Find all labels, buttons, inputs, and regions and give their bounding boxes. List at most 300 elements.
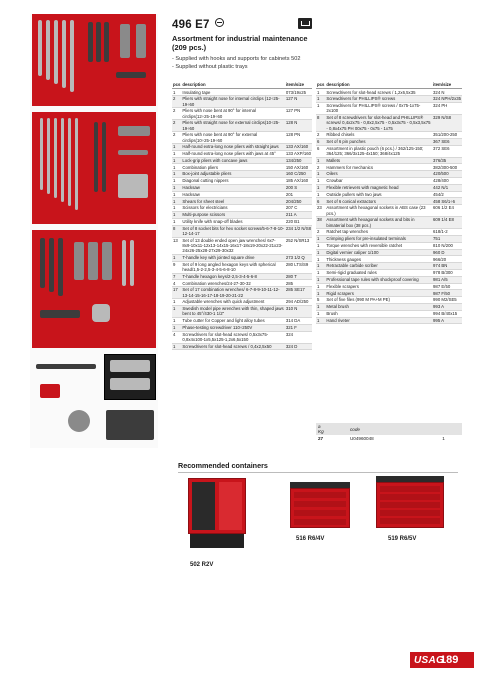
table-row [316, 217, 462, 229]
cell-pcs: 1 [172, 324, 181, 331]
cell-pcs: 1 [172, 144, 181, 151]
drawer [380, 486, 440, 492]
cell-pcs: 1 [316, 242, 325, 249]
cell-pcs: 1 [316, 290, 325, 297]
code-header-code: code [348, 423, 440, 435]
cell-pcs: 1 [316, 177, 325, 184]
cell-item: 252 N/SR13 [285, 237, 312, 254]
tool-screwdriver [88, 22, 93, 62]
col-header-description: description [325, 82, 432, 89]
cell-description: Tube cutter for Copper and light alloy tubes [181, 317, 285, 324]
drawer [380, 510, 440, 516]
table-row [172, 280, 312, 287]
cell-description: Screwdrivers for slot-head screws / 0,4x2,5x50 [181, 343, 285, 350]
cell-item: 294 AD/250 [285, 299, 312, 306]
cell-description: Assortment with hexagonal sockets in ABS case (23 pcs.) [325, 205, 432, 217]
tool-pliers [88, 242, 98, 280]
cell-pcs: 1 [316, 157, 325, 164]
recommended-title: Recommended containers [178, 461, 268, 470]
cell-description: Pliers with nose bent at 90° for internal circlips(12÷25-19÷60 [181, 108, 285, 120]
cell-item: 606 1/2 E4 [432, 205, 462, 217]
col-header-description: description [181, 82, 285, 89]
cell-description: Metal brush [325, 303, 432, 310]
table-row [316, 89, 462, 96]
table-row [172, 287, 312, 299]
table-row [172, 211, 312, 218]
cell-item: 324 N [432, 89, 462, 96]
table-row [316, 138, 462, 145]
table-row [316, 132, 462, 139]
cell-item: 324 PH [432, 102, 462, 114]
cell-item: 420/500 [432, 171, 462, 178]
cell-description: T-handle hexagon keys/2-2,5-3-4-5-6-8 [181, 273, 285, 280]
cell-description: Outside pullers with two jaws [325, 191, 432, 198]
cell-item: 324 D [285, 343, 312, 350]
cell-description: Screwdrivers for slot-head screws / 1,2x6,5x35 [325, 89, 432, 96]
table-row [316, 269, 462, 276]
cell-description: Pliers with straight nose for external circlips(10÷25-19÷60 [181, 120, 285, 132]
cell-description: Flexible retrievers with magnetic head [325, 184, 432, 191]
cell-item: 351/200-250 [432, 132, 462, 139]
table-row [172, 150, 312, 157]
tool-file [102, 122, 106, 192]
cell-pcs: 1 [316, 89, 325, 96]
cell-item: 128 PN [285, 132, 312, 144]
code-header-icon [440, 423, 462, 435]
product-notes [172, 56, 342, 71]
cell-pcs: 5 [316, 297, 325, 304]
title-line-1: Assortment for industrial maintenance [172, 34, 308, 43]
tool-pliers [120, 24, 130, 58]
drawer [380, 518, 440, 524]
tool-wrench [62, 20, 66, 88]
product-title [172, 34, 322, 52]
cell-item: 185 AX/160 [285, 177, 312, 184]
cell-item: 990 M2/SE5 [432, 297, 462, 304]
cell-pcs: 2 [316, 229, 325, 236]
cell-pcs: 1 [172, 218, 181, 225]
cell-description: Set of 6 conical extractors [325, 198, 432, 205]
cell-item: 974 BN [432, 263, 462, 270]
cell-item: 134/250 [285, 157, 312, 164]
tool-pliers [102, 242, 112, 280]
tool-sockets [110, 360, 150, 372]
table-row [172, 254, 312, 261]
cell-description: Digital vernier caliper 1/100 [325, 249, 432, 256]
table-row [172, 191, 312, 198]
col-header-item: item/size [432, 82, 462, 89]
table-row [316, 263, 462, 270]
cell-item: 220 B1 [285, 218, 312, 225]
drawer [294, 492, 346, 498]
cell-pcs: 1 [172, 211, 181, 218]
cell-description: Utility knife with snap-off blades [181, 218, 285, 225]
cell-item: 133 AXP/160 [285, 151, 311, 157]
tool-wrench [40, 118, 43, 190]
tool-screwdriver [40, 238, 45, 288]
table-row [172, 273, 312, 280]
cell-description: Combination pliers [181, 164, 285, 171]
cell-description: Set of 17 combination wrenches/ 6-7-8-9-10-11-12-13-14-15-16-17-18-19-20-21-22 [181, 287, 285, 299]
cell-description: Screwdrivers for slot-head screws/ 0,5x3x75-0,8x4x100-1x5,5x125-1,2x6,5x150 [181, 331, 285, 343]
cell-pcs: 1 [316, 263, 325, 270]
cell-description: Set of 13 double ended open jaw wrenches/ 6x7-8x9-10x11-12x13-14x15-16x17-18x19-20x22-21x23-24x26-25x28-27x29-30x32 [181, 237, 285, 254]
cell-pcs: 9 [172, 261, 181, 273]
table-row [172, 164, 312, 171]
table-row [172, 205, 312, 212]
cell-description: Assortment in plastic pouch (6 pcs.) / 362/125-150; 364/125; 366/3x125-4x150; 368/4x125 [325, 145, 432, 157]
cell-pcs: 1 [172, 89, 181, 96]
cell-item: 993 A [432, 303, 462, 310]
cell-description: Lock-grip pliers with concave jaws [181, 157, 285, 164]
cell-description: Hacksaw [181, 184, 285, 191]
cell-pcs: 1 [316, 269, 325, 276]
section-divider [178, 472, 458, 473]
table-row [172, 225, 312, 237]
cell-item: 204/250 [285, 198, 312, 205]
tool-torque-wrench [36, 364, 96, 369]
table-row [316, 297, 462, 304]
cell-item: 321 F [285, 324, 312, 331]
table-row [172, 108, 312, 120]
container-502-r2v[interactable] [188, 478, 246, 534]
table-row [316, 171, 462, 178]
tool-wrench [47, 118, 50, 194]
container-label: 502 R2V [190, 562, 214, 568]
cell-item: 310 N [285, 305, 312, 317]
tool-wrench [54, 118, 57, 198]
cell-pcs: 1 [172, 184, 181, 191]
tool-wrench [75, 118, 78, 210]
table-header-row [172, 82, 312, 89]
container-519-r6-5v[interactable] [376, 476, 444, 530]
cell-item: 751 [432, 235, 462, 242]
col-header-item: item/size [285, 82, 312, 89]
cell-pcs: 1 [316, 283, 325, 290]
table-row [316, 114, 462, 131]
order-code[interactable]: U04960048 [349, 436, 374, 441]
container-label: 516 R6/4V [296, 536, 325, 542]
tool-wrench [61, 118, 64, 202]
cell-item: 428/400 [432, 177, 462, 184]
table-row [316, 317, 462, 324]
tool-puller [68, 410, 90, 432]
cell-description: T-handle key with jointed square drive [181, 254, 285, 261]
container-516-r6-4v[interactable] [290, 482, 350, 530]
cell-description: Oilers [325, 171, 432, 178]
drawer [294, 519, 346, 525]
tool-tape-rule [92, 304, 110, 322]
table-row [316, 242, 462, 249]
container-502-r2v-base [190, 534, 244, 548]
cell-description: Swedish model pipe wrenches with thin, shaped jaws bent to 45°/430-1 1/2" [182, 306, 284, 317]
cell-description: Screwdrivers for PHILLIPS® screws / 0x75-1x75-2x100 [325, 102, 432, 114]
table-row [316, 290, 462, 297]
table-row [172, 177, 312, 184]
tool-mallet [40, 310, 80, 318]
tool-screwdriver [96, 22, 101, 62]
tool-pliers [136, 24, 146, 58]
table-row [316, 303, 462, 310]
cell-item: 324 NPH/2x35 [433, 96, 461, 102]
cell-description: Ribbed chisels [325, 132, 432, 139]
table-row [172, 96, 312, 108]
cell-item: 285 [285, 280, 312, 287]
cell-item: 609 1/4 E8 [432, 217, 462, 229]
tool-wrench [46, 20, 50, 80]
case-icon [298, 18, 312, 29]
cell-item: 127 N [285, 96, 312, 108]
table-row [316, 164, 462, 171]
table-row [316, 283, 462, 290]
cell-pcs: 1 [316, 102, 325, 114]
cell-pcs: 1 [316, 184, 325, 191]
drawer [294, 510, 346, 516]
table-row [316, 157, 462, 164]
tool-wrench [38, 20, 42, 76]
cell-item: 995 A [432, 317, 462, 324]
cell-pcs: 2 [172, 108, 181, 120]
table-row [316, 256, 462, 263]
cell-pcs: 1 [316, 310, 325, 317]
table-row [172, 171, 312, 178]
tool-screwdriver [49, 238, 54, 292]
cell-pcs: 23 [316, 205, 325, 217]
cell-item: 810 N/200 [432, 242, 462, 249]
cell-description: Set of 8 socket bits for hex socket screws/5-6-7-8-10-12-14-17 [182, 225, 284, 237]
cell-pcs: 1 [172, 157, 181, 164]
cell-description: Professional tape rules with shockproof covering [325, 276, 432, 283]
tool-chisel [130, 240, 134, 286]
product-model [172, 18, 224, 31]
cell-pcs: 8 [172, 225, 181, 237]
cell-item: 207 C [285, 205, 312, 212]
container-label: 519 R6/5V [388, 536, 417, 542]
tool-screwdriver [104, 22, 109, 62]
table-row [172, 331, 312, 343]
tool-wrench [68, 118, 71, 206]
cell-pcs: 4 [172, 331, 181, 343]
cell-item: 201 [285, 191, 312, 198]
cell-item: 981 A/5 [432, 276, 462, 283]
title-line-2: (209 pcs.) [172, 43, 207, 52]
table-row [172, 324, 312, 331]
table-row [172, 198, 312, 205]
cell-pcs: 2 [316, 164, 325, 171]
cell-description: Crimping pliers for pre-insulated terminals [325, 235, 432, 242]
cell-item: 994 B/40x15 [432, 310, 462, 317]
cell-pcs: 8 [316, 114, 325, 131]
cell-description: Phase-testing screwdriver 110÷250V [181, 324, 285, 331]
model-number: 496 E7 [172, 19, 210, 31]
cell-pcs: 1 [172, 150, 181, 157]
cell-item: 280 T [285, 273, 312, 280]
cell-item: 200 S [285, 184, 312, 191]
table-row [172, 299, 312, 306]
cell-pcs: 1 [316, 191, 325, 198]
page-number: 189 [440, 654, 459, 666]
table-row [172, 132, 312, 144]
cell-pcs: 1 [172, 305, 181, 317]
table-row [316, 184, 462, 191]
cell-item: 372 SE6 [432, 145, 462, 157]
parts-table-left [172, 82, 312, 350]
cell-description: Set of 9 long angled hexagon keys with spherical head/1,5-2-2,5-3-4-5-6-8-10 [181, 261, 285, 273]
cell-pcs: 1 [172, 198, 181, 205]
cell-item: 382/300-500 [432, 164, 462, 171]
cell-pcs: 6 [316, 145, 325, 157]
cell-item: 150 AX/160 [285, 164, 312, 171]
cell-item: 987 F/50 [432, 290, 462, 297]
table-row [172, 157, 312, 164]
cell-item: 978 B/300 [432, 269, 462, 276]
cell-description: Retractable carbide scriber [325, 263, 432, 270]
code-header-weight [316, 423, 348, 435]
drawer [380, 502, 440, 508]
cell-description: Screwdrivers for PHILLIPS® screws [325, 96, 432, 103]
cell-item: 966/20 [432, 256, 462, 263]
cell-description: Semi-rigid graduated rules [325, 269, 432, 276]
code-value-row [316, 435, 462, 442]
tool-saw [118, 126, 150, 136]
cell-pcs: 1 [316, 303, 325, 310]
cell-description: Ratchet tap wrenches [325, 229, 432, 236]
cell-pcs: 1 [316, 317, 325, 324]
table-header-row [316, 82, 462, 89]
cell-pcs: 1 [172, 317, 181, 324]
cell-description: Set of five files (990 M PA+M PE) [325, 297, 432, 304]
table-row [316, 177, 462, 184]
cell-description: Crowbar [325, 177, 432, 184]
cell-item: 314 DA [285, 317, 312, 324]
table-row [172, 89, 312, 96]
cell-pcs: 6 [316, 138, 325, 145]
cabinet-door [219, 482, 242, 530]
cell-pcs: 1 [172, 191, 181, 198]
cell-pcs: 1 [316, 256, 325, 263]
cell-item: 273 1/2 Q [285, 254, 312, 261]
cell-item: 285 SE17 [285, 287, 312, 299]
cell-pcs: 1 [172, 299, 181, 306]
cell-item: 234 1/2 N/S8 [285, 225, 312, 237]
product-collage [30, 14, 158, 448]
table-row [172, 305, 312, 317]
cell-item: 324 [285, 331, 312, 343]
cell-pcs: 6 [316, 198, 325, 205]
tool-wrench [54, 20, 58, 84]
cell-pcs: 2 [316, 132, 325, 139]
cabinet-panel [192, 482, 215, 530]
table-row [316, 229, 462, 236]
table-row [172, 343, 312, 350]
cell-pcs: 4 [172, 280, 181, 287]
cell-description: Rigid scrapers [325, 290, 432, 297]
cell-item: 127 PN [285, 108, 312, 120]
cell-description: Set of 6 pin punches [325, 138, 432, 145]
cell-pcs: 1 [172, 164, 181, 171]
cell-item: 376/35 [432, 157, 462, 164]
cell-description: Set of 8 screwdrivers for slot-head and PHILLIPS® screws/ 0,4x2x75 - 0,8x2,5x75 - 0,5x3x75 - 0,5x3,5x75 - 0,8x4x75 PH 00x75 - 0x75 - 1x75 [326, 115, 431, 131]
cell-description: Half-round extra-long nose pliers with straight jaws [181, 144, 285, 151]
cell-description: Flexible scrapers [325, 283, 432, 290]
cell-description: Hand riveter [325, 317, 432, 324]
brand-logo: USAG [414, 655, 445, 666]
tool-hammer [116, 72, 146, 78]
cell-description: Combination wrenches/24-27-30-32 [181, 280, 285, 287]
cell-description: Shears for sheet steel [181, 198, 285, 205]
table-row [316, 145, 462, 157]
cell-description: Pliers with straight nose for internal circlips (12÷25-19÷60 [181, 96, 285, 108]
tool-riveter [40, 384, 60, 398]
drawer [294, 501, 346, 507]
cell-item: 960 D [432, 249, 462, 256]
weight-value: 27 [318, 436, 324, 441]
cell-description: Scissors for electricians [181, 205, 285, 212]
tool-sockets [110, 378, 150, 390]
tool-chisel [122, 240, 126, 286]
col-header-pcs: pcs [173, 82, 181, 87]
cell-description: Multi-purpose scissors [181, 211, 285, 218]
cell-pcs: 1 [316, 235, 325, 242]
cell-description: Torque wrenches with reversible ratchet [325, 242, 432, 249]
cell-pcs: 1 [172, 177, 181, 184]
cell-description: Mallets [325, 157, 432, 164]
table-row [316, 235, 462, 242]
tool-screwdriver [58, 238, 63, 296]
tool-wrench [70, 20, 74, 92]
cell-description: Pliers with nose bent at 90° for external circlips(10÷25-19÷60 [181, 132, 285, 144]
tool-box [106, 410, 154, 440]
table-row [316, 276, 462, 283]
table-row [316, 205, 462, 217]
table-row [316, 102, 462, 114]
table-row [316, 198, 462, 205]
table-row [172, 237, 312, 254]
table-row [172, 261, 312, 273]
cell-pcs: 1 [316, 249, 325, 256]
table-row [172, 317, 312, 324]
drawer [380, 494, 440, 500]
cell-item: 454/2 [432, 191, 462, 198]
table-row [316, 249, 462, 256]
cell-pcs: 2 [172, 120, 181, 132]
cell-item: 211 A [285, 211, 312, 218]
cell-pcs: 17 [172, 287, 181, 299]
col-header-pcs: pcs [317, 82, 325, 87]
cell-pcs: 2 [172, 132, 181, 144]
minus-circle-icon [215, 18, 224, 27]
table-row [172, 184, 312, 191]
table-row [316, 191, 462, 198]
table-row [172, 144, 312, 151]
cell-pcs: 1 [172, 343, 181, 350]
cell-pcs: 1 [172, 205, 181, 212]
weight-symbol: a [318, 424, 321, 429]
note-line: - Supplied with hooks and supports for cabinets 502 [172, 56, 301, 62]
tool-pliers [74, 242, 84, 280]
cell-item: 618/1-2 [432, 229, 462, 236]
cell-item: 073/19x25 [285, 89, 312, 96]
cell-item: 128 N [285, 120, 312, 132]
cell-description: Brush [325, 310, 432, 317]
cell-pcs: 1 [316, 96, 325, 103]
cell-pcs: 1 [172, 171, 181, 178]
cell-description: Diagonal cutting nippers [181, 177, 285, 184]
weight-unit: Kg [318, 429, 324, 434]
cell-item: 133 AX/160 [285, 144, 312, 151]
cell-item: 442 N/1 [432, 184, 462, 191]
parts-table-right [316, 82, 462, 324]
